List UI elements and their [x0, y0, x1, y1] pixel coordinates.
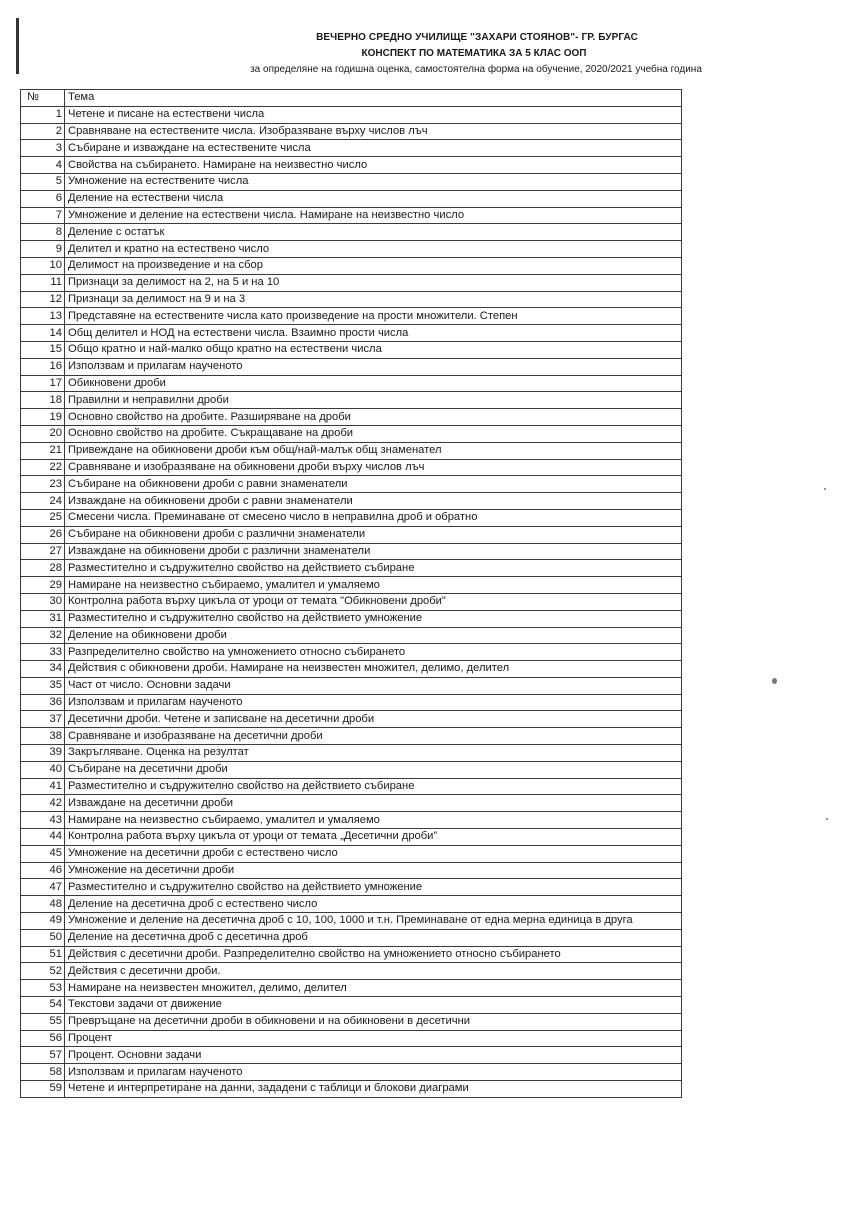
row-number: 1 [21, 106, 65, 123]
row-number: 52 [21, 963, 65, 980]
row-topic: Действия с обикновени дроби. Намиране на неизвестен множител, делимо, делител [65, 661, 682, 678]
table-row [21, 829, 682, 846]
table-row [21, 778, 682, 795]
row-topic: Деление на обикновени дроби [65, 627, 682, 644]
row-topic: Събиране на десетични дроби [65, 761, 682, 778]
table-row [21, 627, 682, 644]
row-topic: Събиране на обикновени дроби с равни знаменатели [65, 476, 682, 493]
row-topic: Използвам и прилагам наученото [65, 694, 682, 711]
row-number: 51 [21, 946, 65, 963]
row-number: 57 [21, 1047, 65, 1064]
row-topic: Разместително и съдружително свойство на действието умножение [65, 879, 682, 896]
table-row [21, 392, 682, 409]
table-row [21, 341, 682, 358]
table-row [21, 274, 682, 291]
row-topic: Умножение на десетични дроби с естествено число [65, 845, 682, 862]
table-row [21, 476, 682, 493]
row-number: 56 [21, 1030, 65, 1047]
table-row [21, 980, 682, 997]
table-row [21, 526, 682, 543]
table-row [21, 963, 682, 980]
row-topic: Основно свойство на дробите. Съкращаване на дроби [65, 425, 682, 442]
row-number: 10 [21, 257, 65, 274]
row-topic: Обикновени дроби [65, 375, 682, 392]
table-row [21, 173, 682, 190]
row-topic: Признаци за делимост на 2, на 5 и на 10 [65, 274, 682, 291]
row-topic: Контролна работа върху цикъла от уроци от темата "Обикновени дроби" [65, 593, 682, 610]
row-topic: Умножение на естествените числа [65, 173, 682, 190]
row-number: 21 [21, 442, 65, 459]
scan-speck [772, 678, 777, 684]
row-number: 13 [21, 308, 65, 325]
row-topic: Разпределително свойство на умножението относно събирането [65, 644, 682, 661]
column-header-topic: Тема [65, 90, 682, 107]
topics-table [20, 89, 682, 1098]
row-number: 7 [21, 207, 65, 224]
row-number: 42 [21, 795, 65, 812]
row-topic: Признаци за делимост на 9 и на 3 [65, 291, 682, 308]
table-row [21, 812, 682, 829]
table-row [21, 728, 682, 745]
row-topic: Сравняване и изобразяване на десетични дроби [65, 728, 682, 745]
table-row [21, 106, 682, 123]
row-topic: Делимост на произведение и на сбор [65, 257, 682, 274]
row-topic: Десетични дроби. Четене и записване на десетични дроби [65, 711, 682, 728]
scan-speck [824, 488, 826, 490]
row-topic: Смесени числа. Преминаване от смесено число в неправилна дроб и обратно [65, 509, 682, 526]
row-number: 44 [21, 829, 65, 846]
table-row [21, 157, 682, 174]
table-row [21, 123, 682, 140]
table-row [21, 543, 682, 560]
table-row [21, 1047, 682, 1064]
table-row [21, 694, 682, 711]
row-number: 43 [21, 812, 65, 829]
row-topic: Представяне на естествените числа като произведение на прости множители. Степен [65, 308, 682, 325]
row-number: 4 [21, 157, 65, 174]
row-number: 3 [21, 140, 65, 157]
row-topic: Действия с десетични дроби. Разпределително свойство на умножението относно събирането [65, 946, 682, 963]
table-row [21, 997, 682, 1014]
column-header-number: № [21, 90, 65, 107]
table-row [21, 291, 682, 308]
row-topic: Делител и кратно на естествено число [65, 241, 682, 258]
row-number: 35 [21, 677, 65, 694]
row-topic: Умножение и деление на десетична дроб с 10, 100, 1000 и т.н. Преминаване от една мерна единица в друга [65, 913, 682, 930]
row-number: 32 [21, 627, 65, 644]
row-topic: Деление на десетична дроб с десетична дроб [65, 929, 682, 946]
row-number: 46 [21, 862, 65, 879]
table-row [21, 1030, 682, 1047]
row-number: 33 [21, 644, 65, 661]
table-row [21, 661, 682, 678]
table-row [21, 879, 682, 896]
row-topic: Процент. Основни задачи [65, 1047, 682, 1064]
row-number: 53 [21, 980, 65, 997]
row-number: 34 [21, 661, 65, 678]
row-topic: Общ делител и НОД на естествени числа. Взаимно прости числа [65, 325, 682, 342]
table-row [21, 140, 682, 157]
table-row [21, 1064, 682, 1081]
row-number: 37 [21, 711, 65, 728]
row-topic: Изваждане на десетични дроби [65, 795, 682, 812]
row-number: 48 [21, 896, 65, 913]
table-row [21, 929, 682, 946]
row-topic: Разместително и съдружително свойство на действието събиране [65, 560, 682, 577]
row-topic: Разместително и съдружително свойство на действието умножение [65, 610, 682, 627]
table-row [21, 442, 682, 459]
table-row [21, 610, 682, 627]
row-topic: Четене и писане на естествени числа [65, 106, 682, 123]
table-row [21, 1081, 682, 1098]
row-number: 6 [21, 190, 65, 207]
row-topic: Сравняване и изобразяване на обикновени дроби върху числов лъч [65, 459, 682, 476]
table-row [21, 257, 682, 274]
row-number: 45 [21, 845, 65, 862]
row-number: 9 [21, 241, 65, 258]
table-row [21, 761, 682, 778]
row-topic: Сравняване на естествените числа. Изобразяване върху числов лъч [65, 123, 682, 140]
table-row [21, 425, 682, 442]
row-number: 17 [21, 375, 65, 392]
row-topic: Изваждане на обикновени дроби с равни знаменатели [65, 493, 682, 510]
document-title: КОНСПЕКТ ПО МАТЕМАТИКА ЗА 5 КЛАС ООП [361, 48, 587, 59]
table-row [21, 862, 682, 879]
row-number: 27 [21, 543, 65, 560]
row-topic: Деление с остатък [65, 224, 682, 241]
row-number: 19 [21, 409, 65, 426]
row-number: 54 [21, 997, 65, 1014]
row-topic: Общо кратно и най-малко общо кратно на естествени числа [65, 341, 682, 358]
row-number: 5 [21, 173, 65, 190]
row-number: 49 [21, 913, 65, 930]
row-number: 18 [21, 392, 65, 409]
row-topic: Превръщане на десетични дроби в обикновени и на обикновени в десетични [65, 1013, 682, 1030]
table-row [21, 358, 682, 375]
row-number: 11 [21, 274, 65, 291]
row-number: 29 [21, 577, 65, 594]
row-topic: Контролна работа върху цикъла от уроци от темата „Десетични дроби” [65, 829, 682, 846]
table-row [21, 459, 682, 476]
table-row [21, 493, 682, 510]
row-number: 41 [21, 778, 65, 795]
table-row [21, 946, 682, 963]
row-number: 59 [21, 1081, 65, 1098]
row-topic: Намиране на неизвестно събираемо, умалител и умаляемо [65, 577, 682, 594]
table-row [21, 577, 682, 594]
row-topic: Привеждане на обикновени дроби към общ/най-малък общ знаменател [65, 442, 682, 459]
table-row [21, 241, 682, 258]
row-topic: Деление на десетична дроб с естествено число [65, 896, 682, 913]
row-number: 25 [21, 509, 65, 526]
row-number: 55 [21, 1013, 65, 1030]
table-row [21, 845, 682, 862]
row-number: 15 [21, 341, 65, 358]
row-topic: Намиране на неизвестен множител, делимо, делител [65, 980, 682, 997]
document-subtitle: за определяне на годишна оценка, самостоятелна форма на обучение, 2020/2021 учебна година [250, 64, 702, 75]
row-number: 58 [21, 1064, 65, 1081]
row-topic: Част от число. Основни задачи [65, 677, 682, 694]
row-number: 40 [21, 761, 65, 778]
school-name: ВЕЧЕРНО СРЕДНО УЧИЛИЩЕ "ЗАХАРИ СТОЯНОВ"- ГР. БУРГАС [316, 32, 638, 43]
table-row [21, 677, 682, 694]
table-row [21, 745, 682, 762]
topics-table-body [21, 106, 682, 1097]
row-topic: Изваждане на обикновени дроби с различни знаменатели [65, 543, 682, 560]
row-topic: Разместително и съдружително свойство на действието събиране [65, 778, 682, 795]
table-row [21, 509, 682, 526]
table-row [21, 913, 682, 930]
row-number: 39 [21, 745, 65, 762]
table-row [21, 1013, 682, 1030]
row-number: 22 [21, 459, 65, 476]
row-number: 36 [21, 694, 65, 711]
row-topic: Намиране на неизвестно събираемо, умалител и умаляемо [65, 812, 682, 829]
row-number: 8 [21, 224, 65, 241]
row-topic: Използвам и прилагам наученото [65, 358, 682, 375]
row-topic: Основно свойство на дробите. Разширяване на дроби [65, 409, 682, 426]
row-topic: Събиране на обикновени дроби с различни знаменатели [65, 526, 682, 543]
table-row [21, 207, 682, 224]
row-topic: Събиране и изваждане на естествените числа [65, 140, 682, 157]
row-number: 26 [21, 526, 65, 543]
scan-speck [826, 818, 828, 820]
table-row [21, 593, 682, 610]
row-topic: Правилни и неправилни дроби [65, 392, 682, 409]
row-number: 38 [21, 728, 65, 745]
row-topic: Процент [65, 1030, 682, 1047]
row-topic: Четене и интерпретиране на данни, зададени с таблици и блокови диаграми [65, 1081, 682, 1098]
row-topic: Свойства на събирането. Намиране на неизвестно число [65, 157, 682, 174]
table-row [21, 795, 682, 812]
table-header-row [21, 90, 682, 107]
row-number: 50 [21, 929, 65, 946]
row-topic: Действия с десетични дроби. [65, 963, 682, 980]
row-number: 24 [21, 493, 65, 510]
table-row [21, 190, 682, 207]
row-number: 16 [21, 358, 65, 375]
row-topic: Използвам и прилагам наученото [65, 1064, 682, 1081]
table-row [21, 224, 682, 241]
row-topic: Текстови задачи от движение [65, 997, 682, 1014]
row-topic: Умножение на десетични дроби [65, 862, 682, 879]
table-row [21, 308, 682, 325]
row-number: 31 [21, 610, 65, 627]
row-number: 12 [21, 291, 65, 308]
table-row [21, 896, 682, 913]
row-number: 28 [21, 560, 65, 577]
table-row [21, 409, 682, 426]
row-topic: Умножение и деление на естествени числа. Намиране на неизвестно число [65, 207, 682, 224]
table-row [21, 644, 682, 661]
row-number: 2 [21, 123, 65, 140]
row-number: 14 [21, 325, 65, 342]
table-row [21, 375, 682, 392]
row-number: 20 [21, 425, 65, 442]
row-topic: Закръгляване. Оценка на резултат [65, 745, 682, 762]
table-row [21, 560, 682, 577]
table-row [21, 711, 682, 728]
row-number: 30 [21, 593, 65, 610]
table-row [21, 325, 682, 342]
row-number: 23 [21, 476, 65, 493]
row-topic: Деление на естествени числа [65, 190, 682, 207]
row-number: 47 [21, 879, 65, 896]
